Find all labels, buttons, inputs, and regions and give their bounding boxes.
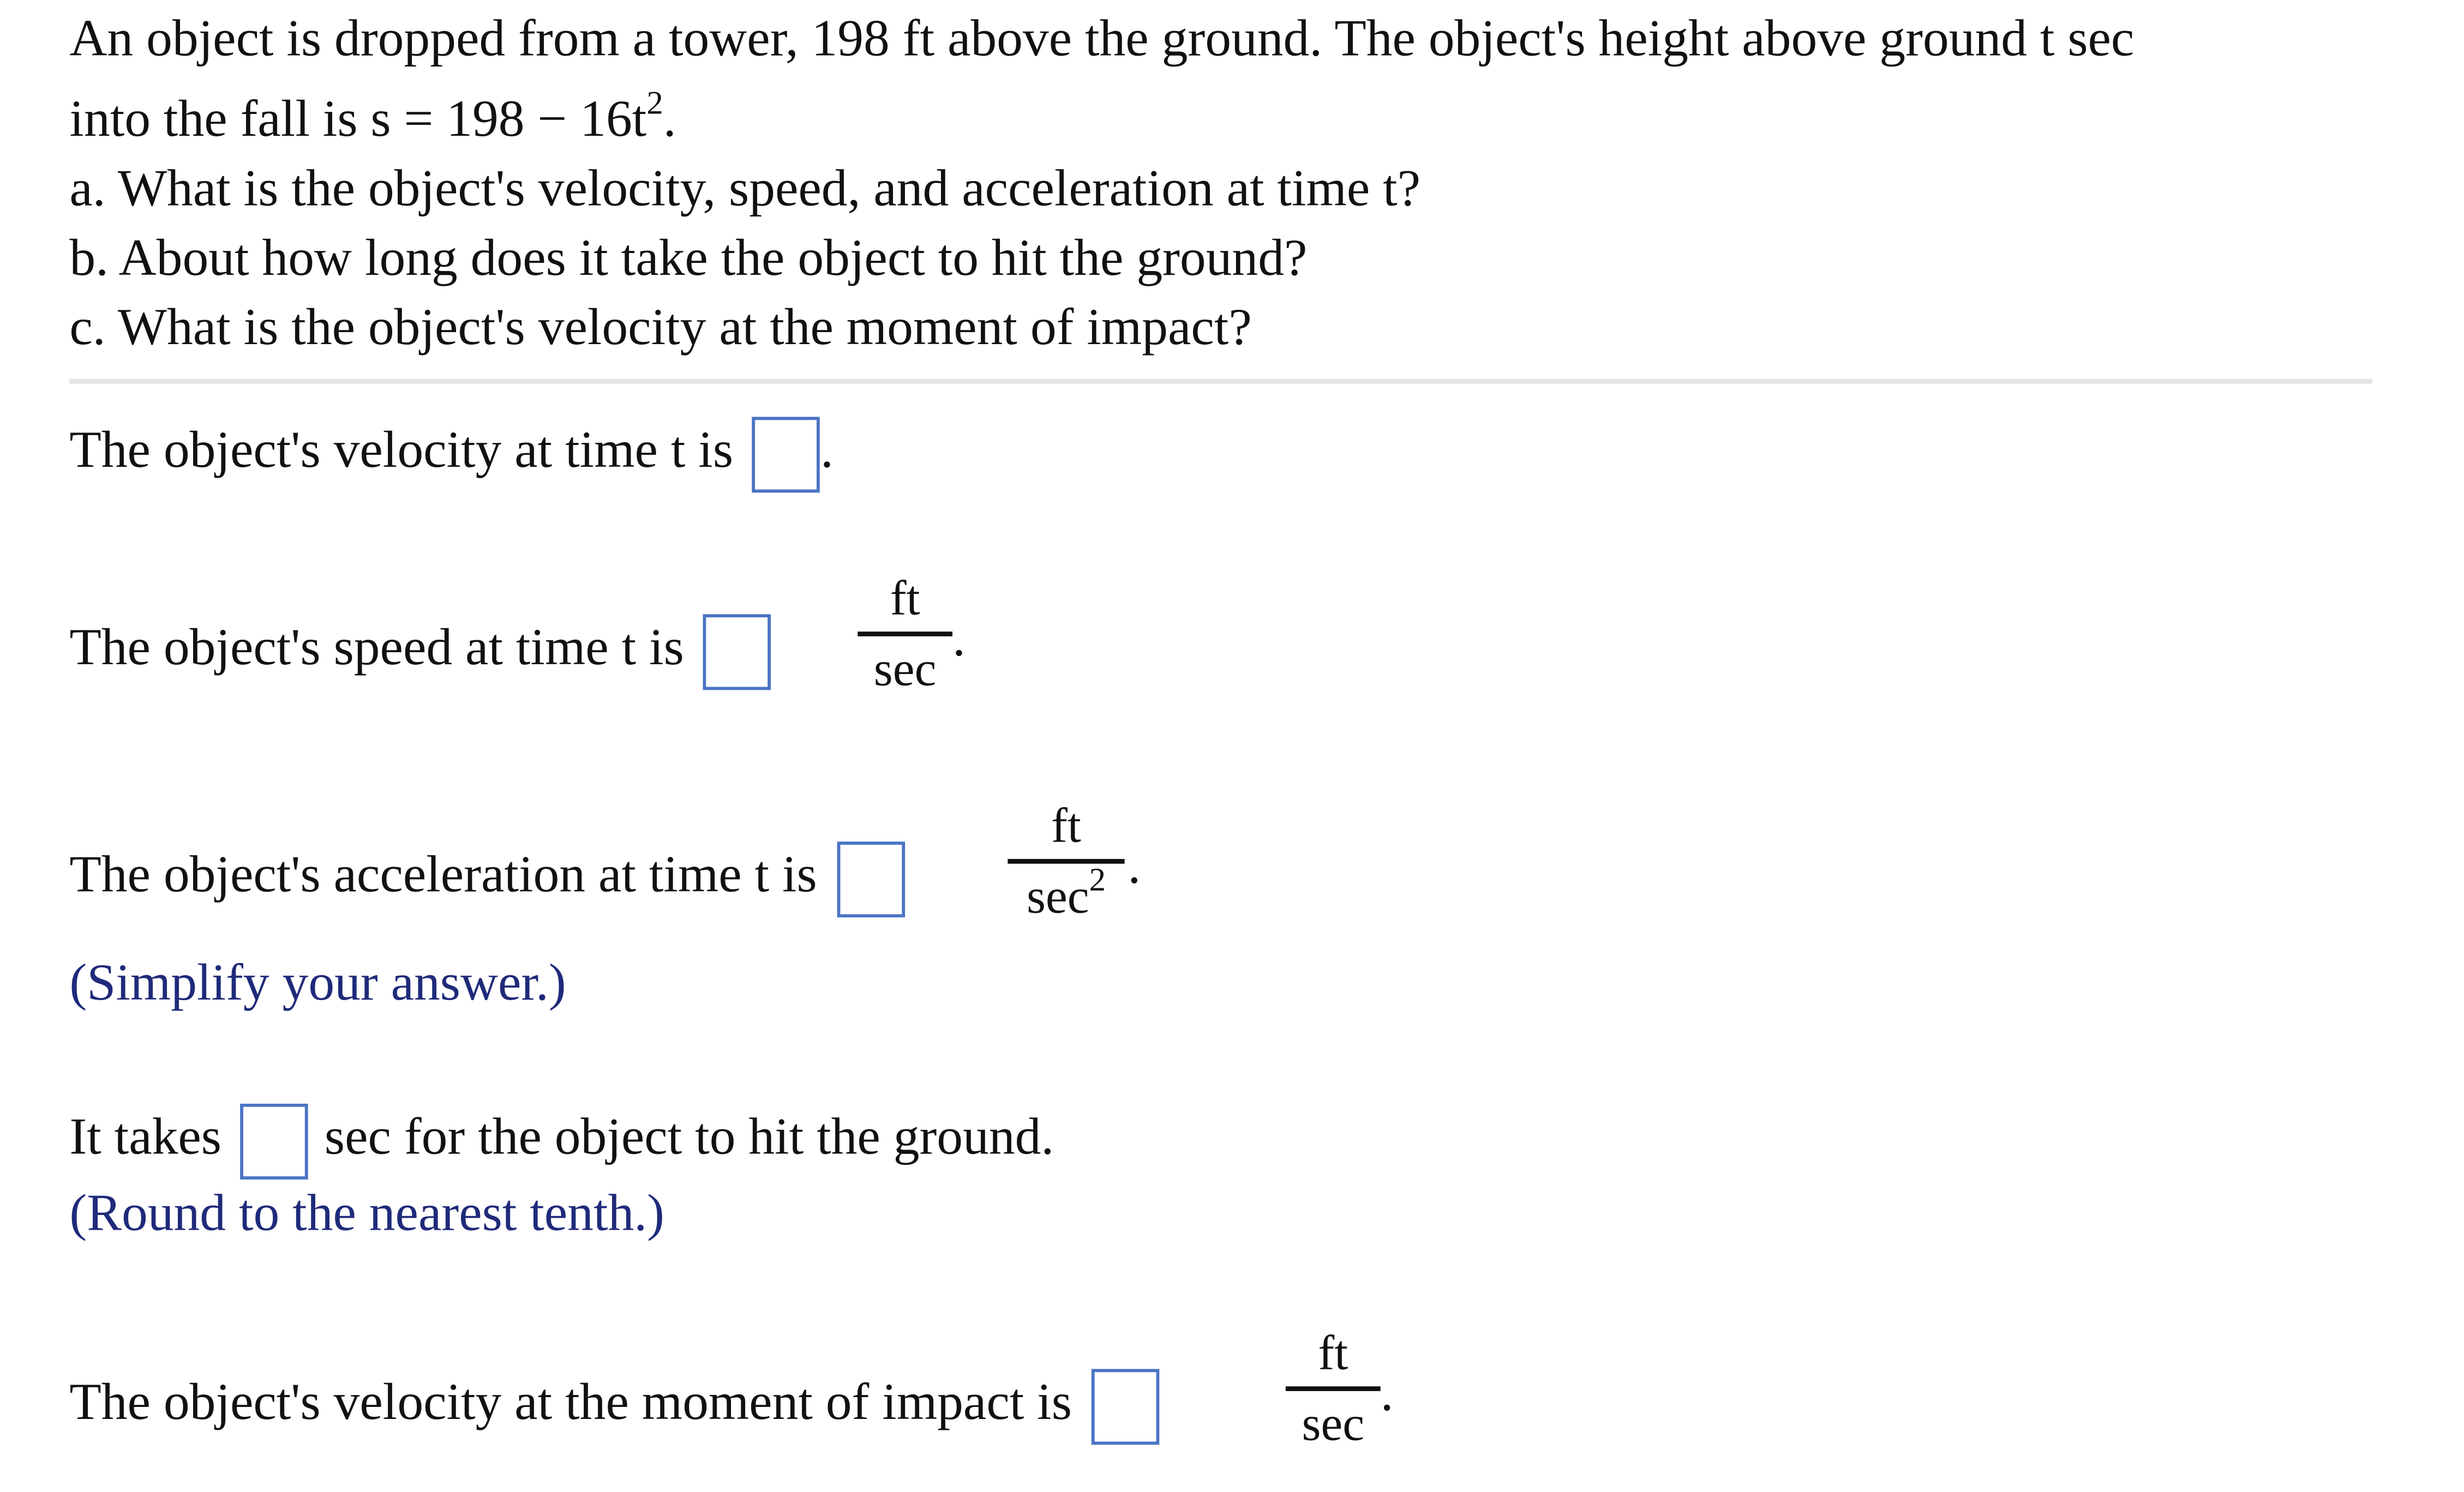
fraction-bar <box>858 631 952 636</box>
speed-row <box>69 614 771 690</box>
speed-unit-numerator: ft <box>890 570 920 625</box>
acceleration-answer-input[interactable] <box>836 841 904 917</box>
velocity-row <box>69 417 833 492</box>
velocity-answer-input[interactable] <box>752 417 820 492</box>
impact-unit-denominator: sec <box>1302 1395 1365 1451</box>
round-hint: (Round to the nearest tenth.) <box>69 1186 665 1243</box>
speed-unit-denominator: sec <box>873 641 937 696</box>
equation-period: . <box>663 91 676 149</box>
acceleration-unit-exponent: 2 <box>1089 861 1106 899</box>
problem-statement-line-2 <box>69 83 676 150</box>
velocity-period: . <box>820 422 834 480</box>
acceleration-label: The object's acceleration at time t is <box>69 847 817 904</box>
time-suffix-label: sec for the object to hit the ground. <box>324 1109 1054 1166</box>
velocity-label: The object's velocity at time t is <box>69 422 734 480</box>
speed-unit-fraction <box>858 571 952 696</box>
impact-unit-numerator: ft <box>1318 1325 1348 1380</box>
acceleration-period: . <box>1128 838 1141 895</box>
impact-label: The object's velocity at the moment of impact is <box>69 1374 1072 1431</box>
acceleration-unit-fraction <box>1008 799 1124 924</box>
acceleration-row <box>69 841 904 917</box>
impact-period: . <box>1380 1365 1394 1423</box>
problem-statement-line-1: An object is dropped from a tower, 198 ft above the ground. The object's height above ground t sec <box>69 11 2135 68</box>
fraction-bar <box>1286 1386 1381 1391</box>
divider <box>69 379 2372 384</box>
height-equation: into the fall is s = 198 − 16t <box>69 91 647 149</box>
acceleration-unit-denominator: $\sec^2$ <box>1026 861 1106 924</box>
speed-answer-input[interactable] <box>703 614 771 690</box>
fraction-bar <box>1008 859 1124 864</box>
simplify-hint: (Simplify your answer.) <box>69 955 566 1013</box>
time-answer-input[interactable] <box>241 1104 309 1180</box>
question-part-a: a. What is the object's velocity, speed, and acceleration at time t? <box>69 161 1421 218</box>
speed-period: . <box>952 611 966 668</box>
speed-label: The object's speed at time t is <box>69 619 684 677</box>
time-prefix-label: It takes <box>69 1109 222 1166</box>
time-to-ground-row <box>69 1104 1054 1180</box>
acceleration-unit-numerator: ft <box>1051 797 1081 853</box>
question-part-b: b. About how long does it take the object to hit the ground? <box>69 230 1308 287</box>
impact-unit-fraction <box>1286 1326 1381 1451</box>
question-part-c: c. What is the object's velocity at the moment of impact? <box>69 300 1252 357</box>
impact-answer-input[interactable] <box>1091 1369 1159 1445</box>
impact-row <box>69 1369 1159 1445</box>
equation-exponent: 2 <box>646 83 663 122</box>
